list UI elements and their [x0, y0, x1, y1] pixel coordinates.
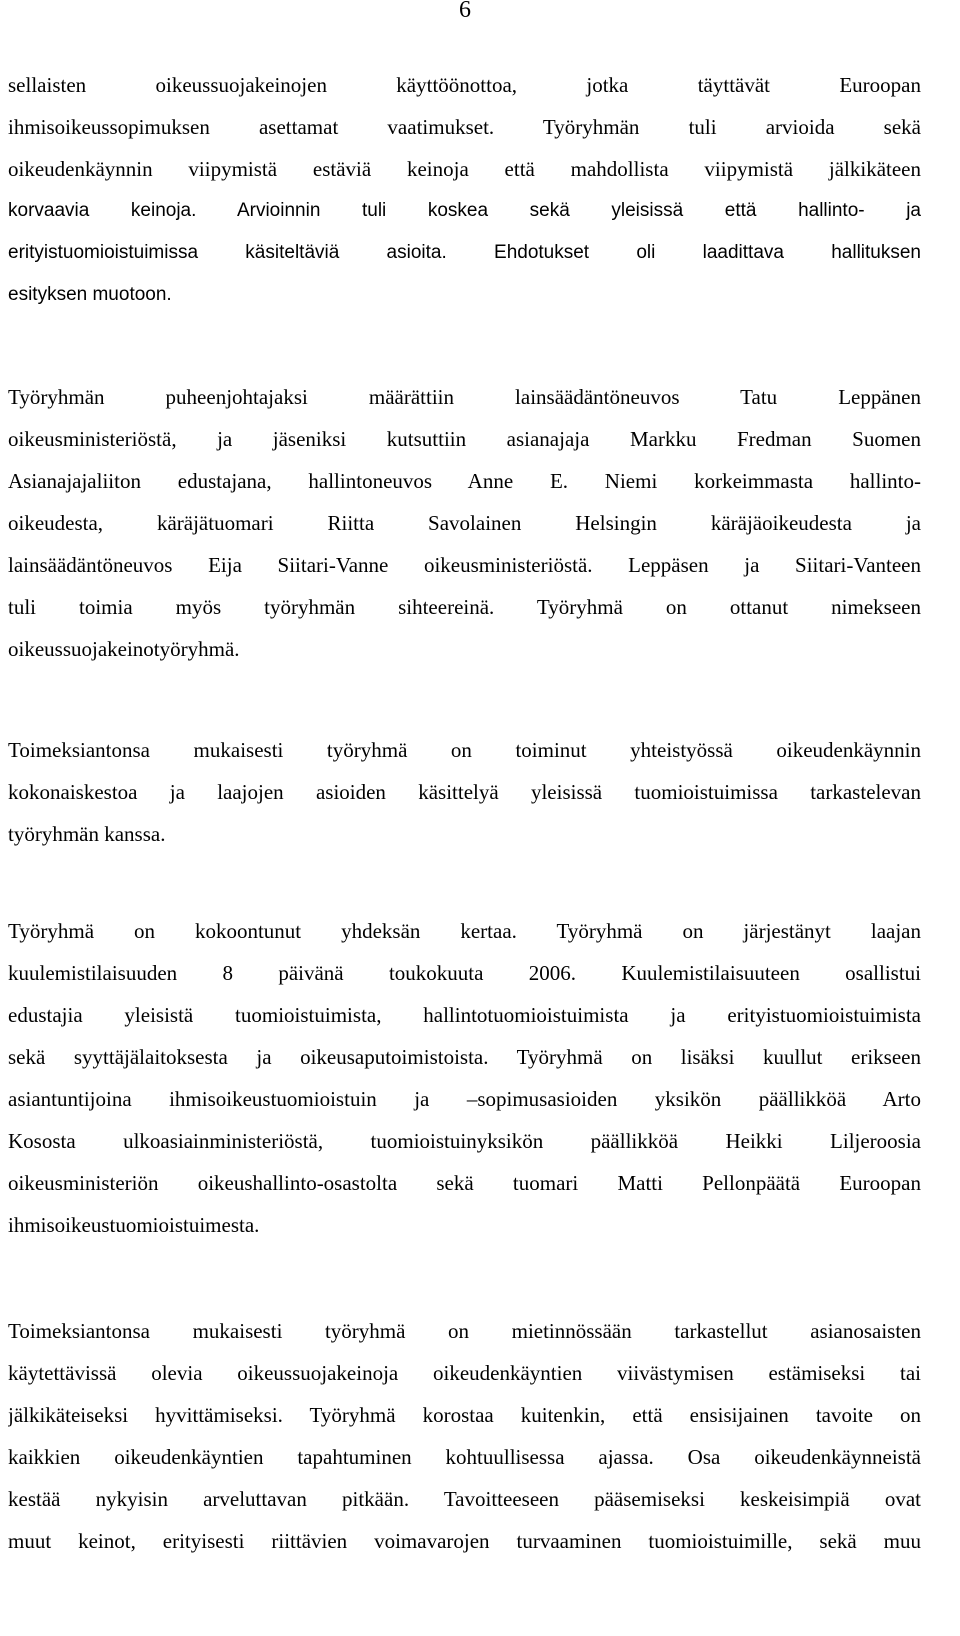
paragraph-1: [8, 64, 921, 316]
text-line: tuli toimia myös työryhmän sihteereinä. Työryhmä on ottanut nimekseen: [8, 595, 921, 619]
text-line: Työryhmän puheenjohtajaksi määrättiin lainsäädäntöneuvos Tatu Leppänen: [8, 385, 921, 409]
text-line: Toimeksiantonsa mukaisesti työryhmä on mietinnössään tarkastellut asianosaisten: [8, 1319, 921, 1343]
text-line: oikeussuojakeinotyöryhmä.: [8, 637, 240, 661]
text-line: oikeusministeriöstä, ja jäseniksi kutsuttiin asianajaja Markku Fredman Suomen: [8, 427, 921, 451]
text-line: lainsäädäntöneuvos Eija Siitari-Vanne oikeusministeriöstä. Leppäsen ja Siitari-Vanteen: [8, 553, 921, 577]
text-line: työryhmän kanssa.: [8, 822, 166, 846]
text-line: erityistuomioistuimissa käsiteltäviä asioita. Ehdotukset oli laadittava hallituksen: [8, 242, 921, 263]
text-line: sekä syyttäjälaitoksesta ja oikeusaputoimistoista. Työryhmä on lisäksi kuullut erikseen: [8, 1045, 921, 1069]
text-line: oikeudesta, käräjätuomari Riitta Savolainen Helsingin käräjäoikeudesta ja: [8, 511, 921, 535]
text-line: esityksen muotoon.: [8, 284, 172, 305]
text-line: asiantuntijoina ihmisoikeustuomioistuin ja –sopimusasioiden yksikön päällikköä Arto: [8, 1087, 921, 1111]
text-line: oikeusministeriön oikeushallinto-osastolta sekä tuomari Matti Pellonpäätä Euroopan: [8, 1171, 921, 1195]
text-line: korvaavia keinoja. Arvioinnin tuli koskea sekä yleisissä että hallinto- ja: [8, 200, 921, 221]
paragraph-5: [8, 1310, 921, 1562]
text-line: kuulemistilaisuuden 8 päivänä toukokuuta 2006. Kuulemistilaisuuteen osallistui: [8, 961, 921, 985]
text-line: Asianajajaliiton edustajana, hallintoneuvos Anne E. Niemi korkeimmasta hallinto-: [8, 469, 921, 493]
paragraph-4: [8, 910, 921, 1246]
text-line: Toimeksiantonsa mukaisesti työryhmä on toiminut yhteistyössä oikeudenkäynnin: [8, 738, 921, 762]
text-line: kokonaiskestoa ja laajojen asioiden käsittelyä yleisissä tuomioistuimissa tarkastelevan: [8, 780, 921, 804]
text-line: sellaisten oikeussuojakeinojen käyttöönottoa, jotka täyttävät Euroopan: [8, 73, 921, 97]
text-line: ihmisoikeussopimuksen asettamat vaatimukset. Työryhmän tuli arvioida sekä: [8, 115, 921, 139]
text-line: edustajia yleisistä tuomioistuimista, hallintotuomioistuimista ja erityistuomioistuimista: [8, 1003, 921, 1027]
text-line: kaikkien oikeudenkäyntien tapahtuminen kohtuullisessa ajassa. Osa oikeudenkäynneistä: [8, 1445, 921, 1469]
text-line: muut keinot, erityisesti riittävien voimavarojen turvaaminen tuomioistuimille, sekä muu: [8, 1529, 921, 1553]
page-number: 6: [459, 0, 471, 23]
paragraph-2: [8, 376, 921, 670]
text-line: käytettävissä olevia oikeussuojakeinoja oikeudenkäyntien viivästymisen estämiseksi tai: [8, 1361, 921, 1385]
paragraph-3: [8, 729, 921, 855]
text-line: Kososta ulkoasiainministeriöstä, tuomioistuinyksikön päällikköä Heikki Liljeroosia: [8, 1129, 921, 1153]
text-line: Työryhmä on kokoontunut yhdeksän kertaa. Työryhmä on järjestänyt laajan: [8, 919, 921, 943]
text-line: kestää nykyisin arveluttavan pitkään. Tavoitteeseen pääsemiseksi keskeisimpiä ovat: [8, 1487, 921, 1511]
text-line: oikeudenkäynnin viipymistä estäviä keinoja että mahdollista viipymistä jälkikäteen: [8, 157, 921, 181]
text-line: ihmisoikeustuomioistuimesta.: [8, 1213, 260, 1237]
text-line: jälkikäteiseksi hyvittämiseksi. Työryhmä korostaa kuitenkin, että ensisijainen tavoite on: [8, 1403, 921, 1427]
